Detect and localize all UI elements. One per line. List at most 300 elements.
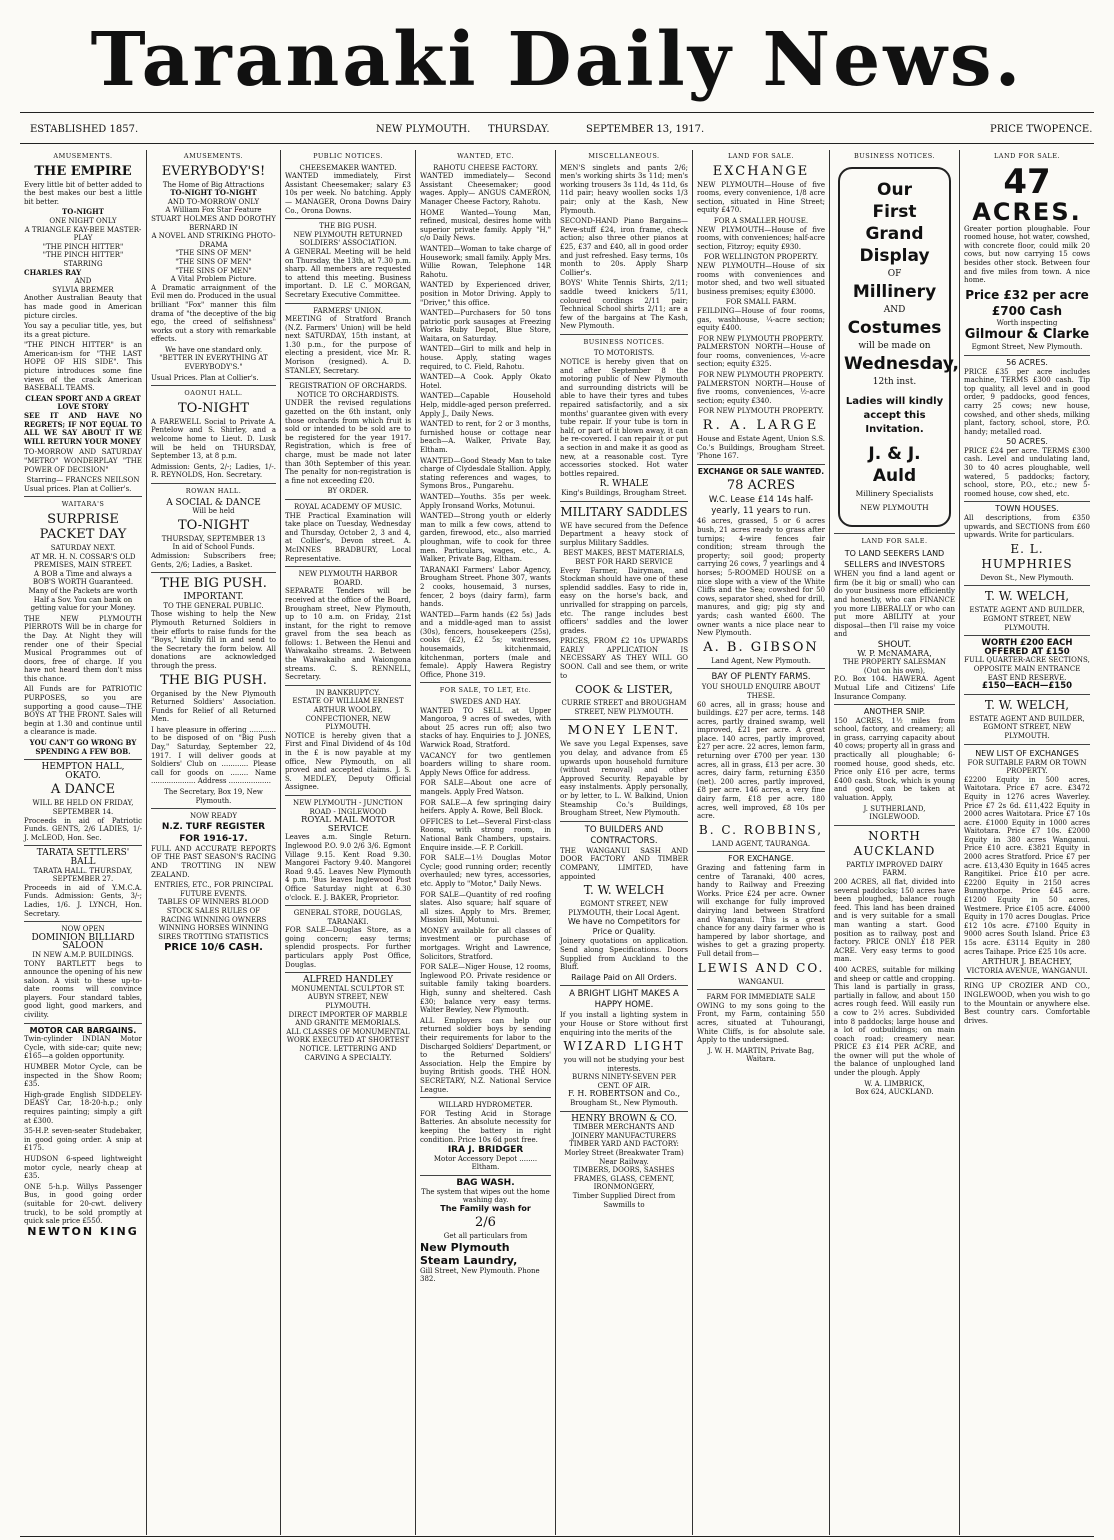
- ad-text: FOR NEW PLYMOUTH PROPERTY.: [698, 407, 824, 416]
- divider: [560, 334, 688, 335]
- ad-text: "THE PINCH HITTER": [42, 242, 124, 251]
- ad-text: Admission: Subscribers free; Gents, 2/6; Ladies, a Basket.: [151, 551, 276, 569]
- ad-title: COOK & LISTER,: [575, 683, 673, 697]
- ad-text: ENTRIES, ETC., FOR PRINCIPAL FUTURE EVENTS.: [154, 881, 273, 898]
- ad-title: R. A. LARGE: [702, 418, 820, 434]
- ad-title: Wednesday,: [844, 353, 959, 374]
- ad-text: The Home of Big Attractions: [162, 180, 265, 189]
- divider: [560, 501, 688, 502]
- ad-text: WANTED—Girl to milk and help in house. Apply, stating wages required, to C. Field, Rahotu.: [420, 345, 551, 371]
- column-header: PUBLIC NOTICES.: [313, 152, 383, 160]
- ad-text: AT MR. H. N. COSSAR'S OLD PREMISES, MAIN STREET.: [30, 552, 136, 570]
- ad-text: BURNS NINETY-SEVEN PER CENT. OF AIR.: [572, 1073, 676, 1090]
- ad-text: ESTATE AGENT AND BUILDER, EGMONT STREET, NEW PLYMOUTH.: [969, 714, 1085, 740]
- divider: [151, 385, 276, 386]
- ad-text: TABLES OF WINNERS BLOOD STOCK SALES RULES OF RACING WINNING OWNERS WINNING HORSES WINNING SIRES TROTTING STATISTICS: [158, 898, 269, 941]
- ad-title: MILITARY SADDLES: [560, 504, 688, 519]
- divider: [285, 685, 411, 686]
- ad-text: Railage Paid on All Orders.: [571, 972, 677, 982]
- ad-text: AND TO-MORROW ONLY: [167, 197, 260, 206]
- ad-text: WANTED—Purchasers for 50 tons patriotic pork sausages at Freezing Works Ruby Depot, Blue Store, Waitara, on Saturday.: [420, 309, 551, 343]
- ad-text: LAND AGENT, TAURANGA.: [711, 839, 811, 848]
- ad-text: Admission: Gents, 2/-; Ladies, 1/-. R. REYNOLDS, Hon. Secretary.: [151, 462, 276, 480]
- column-public-notices: [280, 150, 415, 1535]
- ad-text: MEN'S singlets and pants 2/6; men's working shirts 3s 11d; men's working trousers 3s 11d, 4s 11d, 6s 11d pair; heavy woollen socks 1/3 pair; only at the Kash, New Plymouth.: [560, 163, 688, 215]
- ad-text: Usual prices. Plan at Collier's.: [24, 484, 132, 493]
- ad-text: NOW READY: [190, 812, 237, 821]
- ad-title: T. W. WELCH,: [984, 589, 1070, 604]
- ad-text: Organised by the New Plymouth Returned Soldiers' Association. Funds for Relief of all Returned Men.: [151, 689, 276, 724]
- ad-text: Land Agent, New Plymouth.: [711, 656, 811, 665]
- divider: [697, 989, 825, 990]
- ad-text: ONE NIGHT ONLY: [49, 216, 117, 225]
- ad-text: BY ORDER.: [327, 487, 369, 496]
- ad-text: WANTED—Woman to take charge of Housework; small family. Apply Mrs. Willie Rowan, Telephone 14R Rahotu.: [420, 244, 551, 279]
- bottom-rule: [20, 1536, 1094, 1537]
- ad-title: NEW PLYMOUTH - JUNCTION ROAD - INGLEWOOD: [292, 798, 404, 816]
- dateline-rule: [20, 143, 1094, 144]
- ad-text: You say a peculiar title, yes, but its a great picture.: [24, 322, 142, 339]
- masthead-title: Taranaki Daily News.: [90, 17, 1024, 103]
- ad-title: W. P. McNAMARA,: [857, 648, 932, 658]
- divider: [964, 978, 1090, 979]
- ad-text: A BOB a Time and always a BOB'S WORTH Guaranteed. Many of the Packets are worth Half a Sov. You can bank on getting value for your Money.: [28, 569, 138, 613]
- ad-text: PRICE £35 per acre includes machine, TERMS £300 cash. Tip top quality, all level and in good order, 9 paddocks, good fences, carry 25 cows; new house, cowshed, and other sheds, milking plant, factory, school, store, P.O. handy; metalled road.: [964, 367, 1090, 436]
- price: PRICE TWOPENCE.: [990, 124, 1093, 135]
- ad-text: Box 624, AUCKLAND.: [855, 1088, 934, 1097]
- ad-text: SATURDAY NEXT.: [50, 543, 116, 552]
- ad-title: FARM FOR IMMEDIATE SALE: [706, 993, 816, 1002]
- ad-text: Proceeds in aid of Y.M.C.A. Funds. Admission: Gents, 3/-; Ladies, 1/6. J. LYNCH, Hon. Secretary.: [24, 883, 142, 918]
- ad-title: Display: [859, 245, 930, 266]
- ad-text: will be made on: [858, 340, 931, 351]
- ad-text: TIMBER YARD AND FACTORY: Morley Street (Breakwater Tram) Near Railway.: [564, 1140, 684, 1166]
- column-header: AMUSEMENTS.: [53, 152, 113, 160]
- ad-text: A NOVEL AND STRIKING PHOTO-DRAMA: [151, 232, 276, 249]
- ad-title: ANOTHER SNIP.: [863, 707, 926, 717]
- ad-title: Gilmour & Clarke: [964, 327, 1090, 343]
- ad-title: TO MOTORISTS.: [593, 349, 655, 358]
- ad-text: SECOND-HAND Piano Bargains—Reve-stuff £24, iron frame, check action; also three other pianos at £25, £37 and £40, all in good order and just refreshed. Easy terms, 10s month to 20s. Apply Sharp Collier's.: [560, 217, 688, 277]
- ad-text: MEETING of Stratford Branch (N.Z. Farmers' Union) will be held next SATURDAY, 15th instant, at 1.30 p.m., for the purpose of electing a president, vice Mr. R. Morison (resigned). A. D. STANLEY, Secretary.: [285, 315, 411, 375]
- ad-title: LEWIS AND CO.: [697, 960, 825, 975]
- divider: [24, 1023, 142, 1024]
- ad-text: MONUMENTAL SCULPTOR ST. AUBYN STREET, NEW PLYMOUTH.: [291, 984, 405, 1011]
- ad-text: Leaves a.m. Single Return. Inglewood P.O. 9.0 2/6 3/6. Egmont Village 9.15. Kent Road 9.30. Mangorei Factory 9.40. Mangorei Road 9.45. Leaves New Plymouth 4 p.m. 'Bus leaves Inglewood Post Office Saturday night at 6.30 o'clock. E. J. BAKER, Proprietor.: [285, 833, 411, 902]
- ad-title: NORTH AUCKLAND: [853, 828, 936, 858]
- ad-text: Brougham St., New Plymouth.: [570, 1099, 678, 1108]
- divider: [697, 464, 825, 465]
- ad-text: A Vital Problem Picture.: [170, 275, 257, 284]
- ad-title: SHOUT.: [877, 639, 912, 650]
- divider: [285, 499, 411, 500]
- ad-title: FOR EXCHANGE.: [728, 854, 794, 864]
- ad-title: 78 ACRES: [726, 478, 796, 494]
- divider: [560, 719, 688, 720]
- ad-text: We have no Competitors for Price or Quality.: [567, 917, 681, 937]
- divider: [964, 585, 1090, 586]
- dateline-day: THURSDAY.: [488, 124, 550, 135]
- column-wanted: [415, 150, 555, 1535]
- ad-text: TARATA HALL. THURSDAY, SEPTEMBER 27.: [33, 866, 133, 884]
- divider: [697, 668, 825, 669]
- divider: [964, 744, 1090, 745]
- ad-title: EXCHANGE: [712, 163, 810, 179]
- ad-text: Ladies will kindly accept this Invitation.: [845, 395, 944, 435]
- ad-text: TO-NIGHT TO-NIGHT: [170, 188, 257, 198]
- ad-text: Motor Accessory Depot ........ Eltham.: [433, 1154, 538, 1172]
- ad-title: ROYAL MAIL MOTOR SERVICE: [300, 815, 396, 834]
- divider: [285, 795, 411, 796]
- ad-text: TARANAKI Farmers' Labor Agency, Brougham Street. Phone 307, wants 2 cooks, housemaid, 3 nurses, fencer, 2 boys (dairy farm), farm hands.: [420, 565, 551, 609]
- ad-title: WORTH £200 EACH: [981, 638, 1073, 649]
- ad-text: PALMERSTON NORTH—House of four rooms, conveniences, ½-acre section; equity £325.: [697, 343, 825, 369]
- ad-text: Millinery Specialists: [855, 488, 934, 498]
- ad-title: THE BIG PUSH.: [319, 222, 377, 231]
- ad-text: NEW PLYMOUTH—House of six rooms with conveniences and motor shed, and two well situated business premises; equity £3000.: [697, 261, 825, 296]
- divider: [420, 682, 551, 683]
- ad-text: Get all particulars from: [443, 1232, 528, 1241]
- millinery-display-ad: [838, 167, 959, 527]
- ad-title: R. WHALE: [599, 479, 649, 490]
- ad-title: BAY OF PLENTY FARMS.: [711, 672, 811, 683]
- divider: [420, 1097, 551, 1098]
- ad-title: Costumes: [847, 317, 942, 338]
- ad-text: YOU SHOULD ENQUIRE ABOUT THESE.: [701, 683, 821, 700]
- ad-text: W.C. Lease £14 14s half-yearly, 11 years to run.: [708, 495, 814, 517]
- ad-title: HENRY BROWN & CO.: [571, 1113, 677, 1124]
- ad-text: BEST MAKES, BEST MATERIALS, BEST FOR HARD SERVICE: [563, 549, 685, 566]
- ad-title: DOMINION BILLIARD SALOON: [31, 932, 135, 952]
- ad-text: THE PROPERTY SALESMAN (Out on his own),: [842, 658, 947, 675]
- ad-text: NEW PLYMOUTH—House of five rooms, with conveniences; half-acre section, Fitzroy; equity £930.: [697, 225, 825, 251]
- ad-text: Egmont Street, New Plymouth.: [971, 343, 1083, 352]
- ad-text: WHEN you find a land agent or firm (be it big or small) who can do your business more efficiently and honestly, who can FINANCE you more LIBERALLY or who can put more ABILITY at your disposal—then I'll raise my voice and: [834, 570, 955, 639]
- ad-text: UNDER the revised regulations gazetted on the 6th instant, only those orchards from which fruit is sold or intended to be sold are to be registered for the year 1917. Registration, which is free of charge, must be made not later than 30th September of this year. The penalty for non-registration is a fine not exceeding £20.: [285, 399, 411, 485]
- column-header: LAND FOR SALE.: [727, 152, 795, 160]
- ad-text: BOYS' White Tennis Shirts, 2/11; saddle tweed knickers 5/11, coloured cordings 2/11 pair; Technical School shirts 2/11; are a few of the bargains at The Kash, New Plymouth.: [560, 279, 688, 331]
- ad-text: CURRIE STREET and BROUGHAM STREET, NEW PLYMOUTH.: [561, 699, 687, 716]
- section-header: FOR SALE, TO LET, Etc.: [439, 686, 532, 695]
- ad-text: FULL QUARTER-ACRE SECTIONS, OPPOSITE MAIN ENTRANCE EAST END RESERVE.: [964, 656, 1090, 682]
- ad-text: A TRIANGLE KAY-BEE MASTER-PLAY: [24, 225, 142, 243]
- divider: [964, 635, 1090, 636]
- divider: [964, 501, 1090, 502]
- ad-title: ALFRED HANDLEY: [302, 975, 394, 986]
- ad-text: YOU CAN'T GO WRONG BY SPENDING A FEW BOB.: [29, 738, 137, 756]
- ad-title: NEW PLYMOUTH HARBOR BOARD.: [298, 570, 398, 587]
- ad-text: FOR SUITABLE FARM OR TOWN PROPERTY.: [967, 758, 1087, 776]
- ad-text: WANTED to rent, for 2 or 3 months, furnished house or cottage near beach—A. Walker, Private Bay, Eltham.: [420, 420, 551, 454]
- ad-text: WANTED—Strong youth or elderly man to milk a few cows, attend to garden, firewood, etc., also married ploughman, wife to cook for three men. Particulars, wages, etc., A. Walker, Private Bag, Eltham.: [420, 512, 551, 564]
- divider: [285, 378, 411, 379]
- ad-title: F. H. ROBERTSON and Co.,: [567, 1089, 681, 1099]
- ad-text: FOR SALE—Quantity of red roofing slates. Also square; half square of all sizes. Apply to Mrs. Bremer, Mission Hill, Motunui.: [420, 890, 551, 925]
- ad-title: OFFERED AT £150: [984, 646, 1070, 657]
- ad-text: SYLVIA BREMER: [52, 285, 114, 294]
- ad-title: IRA J. BRIDGER: [447, 1145, 524, 1156]
- ad-text: J. SUTHERLAND,: [863, 804, 926, 813]
- ad-text: A FAREWELL Social to Private A. Pentelow and S. Shirley, and a welcome home to Lieut. D. Lusk will be held on THURSDAY, September 13, at 8 p.m.: [151, 417, 276, 461]
- ad-title: EXCHANGE OR SALE WANTED.: [697, 466, 825, 476]
- ad-text: ONE 5-h.p. Willys Passenger Bus, in good going order (suitable for 20-cwt. delivery truck), to be sold promptly at quick sale price £550.: [24, 1182, 142, 1226]
- ad-text: W. A. LIMBRICK,: [864, 1079, 925, 1088]
- ad-text: FOR NEW PLYMOUTH PROPERTY.: [698, 334, 824, 343]
- ad-text: AND: [883, 304, 906, 315]
- ad-title: ROYAL ACADEMY OF MUSIC.: [294, 502, 402, 511]
- divider: [24, 759, 142, 760]
- ad-text: VACANCY for two gentlemen boarders willing to share room. Apply News Office for address.: [420, 751, 551, 777]
- ad-text: House and Estate Agent, Union S.S. Co.'s Buildings, Brougham Street. 'Phone 167.: [697, 435, 825, 461]
- divider: [151, 483, 276, 484]
- ad-text: CHARLES RAY: [24, 267, 82, 277]
- ad-text: IMPORTANT.: [183, 592, 244, 603]
- ad-title: EVERYBODY'S!: [161, 163, 266, 179]
- divider: [24, 496, 142, 497]
- ad-text: FOR SALE—About one acre of mangels. Apply Fred Watson.: [420, 779, 551, 796]
- ad-title: IN BANKRUPTCY.: [315, 688, 381, 697]
- ad-title: WILLARD HYDROMETER.: [438, 1101, 533, 1110]
- divider: [964, 355, 1090, 356]
- ad-text: Joinery quotations on application. Send along Specifications. Doors Supplied from Auckland to the Bluff.: [560, 937, 688, 972]
- ad-text: P.O. Box 104. HAWERA. Agent Mutual Life and Citizens' Life Insurance Company.: [834, 675, 955, 701]
- ad-title: A BRIGHT LIGHT MAKES A HAPPY HOME.: [569, 989, 679, 1011]
- form-text: I have pleasure in offering ............ to be disposed of on "Big Push Day," Saturday, September 22, 1917. I will deliver goods at Soldiers' Club on ............ Please call for goods on ........ Name .................... Address ...................: [151, 725, 276, 786]
- column-header: WANTED, ETC.: [457, 152, 514, 160]
- ad-title: First: [872, 201, 917, 222]
- ad-title: MONEY LENT.: [567, 723, 681, 738]
- ad-title: 50 ACRES.: [1006, 437, 1048, 447]
- ad-text: FOR SALE—Douglas Store, as a going concern; easy terms; splendid prospects. For further particulars apply Post Office, Douglas.: [285, 926, 411, 969]
- divider: [964, 694, 1090, 695]
- section-header: BUSINESS NOTICES.: [583, 337, 665, 346]
- ad-title: CHEESEMAKER WANTED.: [299, 163, 397, 172]
- ad-title: RAHOTU CHEESE FACTORY.: [433, 163, 538, 172]
- divider: [285, 218, 411, 219]
- ad-text: NEW PLYMOUTH: [860, 502, 929, 512]
- dateline-date: SEPTEMBER 13, 1917.: [586, 124, 705, 135]
- ad-text: FOR SALE—Niger House, 12 rooms, Inglewood P.O. Private residence or suitable family taking boarders. High, sunny and sheltered. Cash £30; balance very easy terms. Walter Bewley, New Plymouth.: [420, 963, 551, 1015]
- ad-text: "THE SINS OF MEN": [175, 249, 252, 258]
- ad-title: A SOCIAL & DANCE: [166, 497, 261, 508]
- ad-text: TO-NIGHT: [62, 207, 104, 217]
- ad-text: you will not be studying your best interests.: [563, 1056, 685, 1073]
- ad-text: All descriptions, from £350 upwards, and SECTIONS from £60 upwards. Write for particulars.: [964, 514, 1090, 540]
- ad-text: IN NEW A.M.P. BUILDINGS.: [32, 950, 134, 959]
- section-header: ROWAN HALL.: [185, 487, 242, 495]
- ad-text: NOW OPEN: [61, 925, 105, 934]
- ad-text: SEE IT AND HAVE NO REGRETS; IF NOT EQUAL TO ALL WE SAY ABOUT IT WE WILL RETURN YOUR MONEY: [24, 411, 142, 446]
- column-header: BUSINESS NOTICES.: [854, 152, 935, 160]
- ad-text: Those wishing to help the New Plymouth Returned Soldiers in their efforts to raise funds for the "Boys," kindly fill in and send to the Secretary the form below. All donations are acknowledged through the press.: [151, 610, 276, 670]
- ad-text: HUMBER Motor Cycle, can be inspected in the Show Room; £35.: [24, 1063, 142, 1089]
- ad-title: NEWTON KING: [27, 1224, 139, 1238]
- ad-text: EGMONT STREET, NEW PLYMOUTH, their Local Agent.: [568, 900, 680, 917]
- ad-text: WILL BE HELD ON FRIDAY, SEPTEMBER 14.: [32, 799, 134, 816]
- ad-text: Devon St., New Plymouth.: [980, 573, 1074, 582]
- ad-text: 60 acres, all in grass; house and buildings. £27 per acre, terms. 148 acres, partly drained swamp, well improved, £21 per acre. A great place. 140 acres, partly improved, £27 per acre. 22 acres, lemon farm, returning over £700 per year. 130 acres, all in grass, £13 per acre. 30 acres, dairy farm, returning £350 (net). 200 acres, partly improved, £8 per acre. 146 acres, a very fine dairy farm, £18 per acre. 180 acres, well improved, £8 10s per acre.: [697, 700, 825, 821]
- dateline: [30, 124, 1094, 138]
- ad-text: TO-MORROW AND SATURDAY "METRO" WONDERPLAY "THE POWER OF DECISION": [24, 448, 142, 474]
- divider: [285, 303, 411, 304]
- ad-text: OWING to my sons going to the Front, my Farm, containing 550 acres, situated at Tuhourangi, White Cliffs, is for absolute sale. Apply to the undersigned.: [697, 1001, 825, 1045]
- ad-title: J. & J. Auld: [868, 443, 921, 486]
- ad-title: WIZARD LIGHT: [563, 1039, 685, 1054]
- ad-text: Timber Supplied Direct from Sawmills to: [572, 1192, 676, 1209]
- ad-title: NEW LIST OF EXCHANGES: [975, 748, 1079, 758]
- ad-text: WANTED TO SELL at Upper Mangoroa, 9 acres of swedes, with about 25 acres run off; also two stacks of hay. Enquiries to J. JONES, Warwick Road, Stratford.: [420, 706, 551, 749]
- ad-text: 200 ACRES, all flat, divided into several paddocks; 150 acres have been ploughed, balance rough feed. This land has been drained and is very suitable for a small man wanting a start. Good position as to railway, post and factory. PRICE ONLY £18 PER ACRE. Very easy terms to good man.: [834, 878, 955, 964]
- ad-text: Starring— FRANCES NEILSON: [26, 476, 140, 485]
- ad-text: WANTED immediately— Second Assistant Cheesemaker; good wages. Apply— ANGUS CAMERON, Manager Cheese Factory, Rahotu.: [420, 172, 551, 206]
- ad-text: Every Farmer, Dairyman, and Stockman should have one of these splendid saddles. Easy to ride in, easy on the horse's back, and unrivalled for strapping on parcels, etc. The range includes best officers' saddles and the lower grades.: [560, 566, 688, 635]
- ad-text: TO THE GENERAL PUBLIC.: [163, 601, 264, 610]
- divider: [834, 704, 955, 705]
- ad-text: Every little bit of better added to the best makes our best a little bit better.: [24, 180, 142, 206]
- ad-text: PRICE £24 per acre. TERMS £300 cash. Level and undulating land, 30 to 40 acres ploughable, well watered, 5 paddocks; factory, school, store, P.O., etc.; new 5-roomed house, cow shed, etc.: [964, 446, 1090, 498]
- ad-text: WANTED by Experienced driver, position in Motor Driving. Apply to "Driver," this office.: [420, 281, 551, 307]
- ad-text: We have one standard only. "BETTER IN EVERYTHING AT EVERYBODY'S.": [159, 345, 268, 372]
- column-amusements-empire: [20, 150, 146, 1535]
- ad-title: SURPRISE PACKET DAY: [39, 511, 127, 542]
- section-header: OAONUI HALL.: [184, 389, 243, 398]
- ad-text: ESTATE AGENT AND BUILDER, EGMONT STREET, NEW PLYMOUTH.: [969, 606, 1085, 632]
- ad-text: ESTATE OF WILLIAM ERNEST ARTHUR WOOLBY, CONFECTIONER, NEW PLYMOUTH.: [292, 697, 404, 732]
- ad-text: FOR Testing Acid in Storage Batteries. An absolute necessity for keeping the battery in right condition. Price 10s 6d post free.: [420, 1109, 551, 1144]
- ad-title: TO LAND SEEKERS LAND SELLERS and INVESTORS: [844, 549, 945, 570]
- divider: [834, 533, 955, 534]
- ad-text: Greater portion ploughable. Four roomed house, hot water, cowshed, with concrete floor, could milk 20 cows, but now carrying 15 cows besides other stock. Between four and five miles from town. A nice home.: [964, 224, 1090, 285]
- divider: [697, 851, 825, 852]
- ad-price: 2/6: [475, 1215, 496, 1231]
- ad-text: "THE SINS OF MEN": [175, 266, 252, 275]
- ad-text: STUART HOLMES AND DOROTHY BERNARD IN: [151, 214, 276, 232]
- divider: [560, 1111, 688, 1112]
- ad-text: Worth inspecting: [996, 318, 1058, 327]
- ad-text: 12th inst.: [872, 376, 917, 387]
- ad-text: WANTED—Farm hands (£2 5s) Jads and a middle-aged man to assist (30s), fencers, housekeepers (25s), cooks (£2), £2 5s; waitresses, housemaids, kitchenmaid, kitchenman, porters (male and female). Apply Hawera Registry Office, Phone 319.: [420, 610, 551, 679]
- ad-title: FARMERS' UNION.: [313, 306, 383, 315]
- ad-text: RING UP CROZIER AND CO., INGLEWOOD, when you wish to go to the Mountain or anywhere else. Best country cars. Comfortable drives.: [964, 982, 1090, 1025]
- ad-text: A GENERAL Meeting will be held on Thursday, the 13th, at 7.30 p.m. sharp. All members are requested to attend this meeting. Business important. D. LE C. MORGAN, Secretary Executive Committee.: [285, 247, 411, 299]
- section-header: LAND FOR SALE.: [861, 536, 928, 545]
- ad-text: FULL AND ACCURATE REPORTS OF THE PAST SEASON'S RACING AND TROTTING IN NEW ZEALAND.: [151, 844, 276, 879]
- ad-text: STARRING: [63, 259, 103, 268]
- ad-text: The system that wipes out the home washing day.: [421, 1187, 550, 1205]
- ad-text: AND: [74, 277, 92, 286]
- ad-title: TARATA SETTLERS' BALL: [36, 848, 130, 867]
- divider: [834, 825, 955, 826]
- ad-title: ACRES.: [972, 197, 1082, 226]
- ad-text: NOTICE is hereby given that a First and Final Dividend of 4s 10d in the £ is now payable at my office, New Plymouth, on all proved and accepted claims. J. S. S. MEDLEY, Deputy Official Assignee.: [285, 731, 411, 792]
- ad-title: Our: [877, 179, 912, 200]
- ad-text: THURSDAY, SEPTEMBER 13: [161, 534, 266, 543]
- column-land-for-sale: [692, 150, 829, 1535]
- ad-price: Price £32 per acre: [965, 287, 1089, 302]
- ad-text: A William Fox Star Feature: [165, 206, 262, 215]
- ad-text: FOR SALE—1½ Douglas Motor Cycle; good running order; recently overhauled; new tyres, accessories, etc. Apply to "Motor," Daily News.: [420, 854, 551, 888]
- ad-text: OF: [887, 268, 902, 279]
- column-miscellaneous: [555, 150, 692, 1535]
- ad-text: 35-H.P. seven-seater Studebaker, in good going order. A snip at £175.: [24, 1127, 142, 1153]
- ad-text: WANTED immediately, First Assistant Cheesemaker; salary £3 10s per week. No batching. Apply— MANAGER, Orona Downs Dairy Co., Orona Downs.: [285, 172, 411, 215]
- ad-text: Usual Prices. Plan at Collier's.: [151, 373, 259, 382]
- divider: [24, 921, 142, 922]
- ad-text: WANTED—Capable Household Help, middle-aged person preferred. Apply J., Daily News.: [420, 392, 551, 418]
- ad-text: HOME Wanted—Young Man, refined, musical, desires home with superior private family. Apply "H," c/o Daily News.: [420, 208, 551, 243]
- section-header: WAITARA'S: [61, 500, 105, 509]
- ad-text: WANGANUI.: [738, 977, 784, 986]
- ad-text: Grazing and fattening farm in centre of Taranaki, 400 acres, handy to Railway and Freezing Works. Price £24 per acre. Owner will exchange for fully improved dairying land between Stratford and Wanganui. This is a great chance for any dairy farmer who is hampered by labor shortage, and wishes to get a grazing property. Full detail from—: [697, 864, 825, 958]
- ad-title: 56 ACRES.: [1006, 357, 1048, 367]
- ad-text: VICTORIA AVENUE, WANGANUI.: [966, 966, 1088, 975]
- ad-text: TONY BARTLETT begs to announce the opening of his new saloon. A visit to these up-to-date rooms will convince players. Four standard tables, good light, good markers, and civility.: [24, 959, 142, 1020]
- divider: [24, 845, 142, 846]
- ad-text: ALL CLASSES OF MONUMENTAL WORK EXECUTED AT SHORTEST NOTICE. LETTERING AND CARVING A SPECIALTY.: [286, 1027, 410, 1062]
- ad-text: 150 ACRES, 1½ miles from school, factory, and creamery; all in grass, carrying capacity about 40 cows; property all in grass and practically all ploughable; 6-roomed house, good sheds, etc. Price only £16 per acre, terms £400 cash. Stock, which is young and good, can be taken at valuation. Apply,: [834, 716, 955, 803]
- ad-text: Gill Street, New Plymouth. Phone 382.: [420, 1266, 540, 1284]
- ad-title: T. W. WELCH: [583, 883, 665, 898]
- ad-title: TOWN HOUSES.: [995, 504, 1059, 514]
- ad-text: The Family wash for: [440, 1203, 531, 1213]
- ad-text: FOR NEW PLYMOUTH PROPERTY.: [698, 371, 824, 380]
- ad-text: MONEY available for all classes of investment or purchase of mortgages. Wright and Lawrence, Solicitors, Stratford.: [420, 926, 551, 961]
- ad-text: TIMBER MERCHANTS AND JOINERY MANUFACTURERS: [571, 1123, 677, 1140]
- ad-title: 47: [1003, 161, 1051, 202]
- ad-text: INGLEWOOD.: [869, 813, 920, 822]
- ad-text: WE have secured from the Defence Department a heavy stock of surplus Military Saddles.: [560, 521, 688, 547]
- ad-title: A. B. GIBSON: [703, 639, 819, 655]
- masthead-rule: [20, 112, 1094, 113]
- ad-title: T. W. WELCH,: [984, 697, 1070, 712]
- column-land-for-sale-2: [959, 150, 1094, 1535]
- ad-title: GENERAL STORE, DOUGLAS, TARANAKI.: [293, 909, 403, 926]
- ad-text: FOR A SMALLER HOUSE.: [713, 216, 809, 225]
- ad-text: FEILDING—House of four rooms, gas, washhouse, ¼-acre section; equity £400.: [697, 306, 825, 333]
- ad-text: NOTICE TO ORCHARDISTS.: [296, 390, 400, 399]
- divider: [285, 566, 411, 567]
- column-header: AMUSEMENTS.: [183, 152, 244, 160]
- column-header: LAND FOR SALE.: [993, 152, 1061, 160]
- ad-text: "THE SINS OF MEN": [175, 257, 252, 266]
- ad-text: FOR SMALL FARM.: [725, 298, 797, 307]
- ad-text: Twin-cylinder INDIAN Motor Cycle, with side-car; quite new; £165—a golden opportunity.: [24, 1035, 142, 1061]
- ad-text: "THE PINCH HITTER" is an American-ism for "THE LAST HOPE OF HIS SIDE". This picture introduces some fine views of the crack American BASEBALL TEAMS.: [24, 341, 142, 393]
- ad-title: BAG WASH.: [456, 1177, 515, 1188]
- ad-text: FOR WELLINGTON PROPERTY.: [703, 253, 819, 262]
- ad-text: HUDSON 6-speed lightweight motor cycle, nearly cheap at £35.: [24, 1154, 142, 1181]
- ad-text: PALMERSTON NORTH—House of five rooms, conveniences, ½-acre section; equity £340.: [697, 379, 825, 405]
- ad-title: SWEDES AND HAY.: [450, 698, 521, 707]
- ad-title: E. L. HUMPHRIES: [981, 541, 1073, 571]
- column-business-notices: [829, 150, 959, 1535]
- ad-title: N.Z. TURF REGISTER FOR 1916-17.: [161, 821, 266, 844]
- ad-text: "THE PINCH HITTER": [42, 251, 124, 260]
- ad-text: High-grade English SIDDELEY-DEASY Car, 18-20-h.p.; only requires painting; simply a gift at £300.: [24, 1090, 142, 1125]
- ad-text: 46 acres, grassed, 5 or 6 acres bush, 21 acres ready to grass after turnips; 4-wire fences fair condition; stream through the property; soil good; property carrying 26 cows, 7 yearlings and 4 horses; 5-ROOMED HOUSE on a nice slope with a view of the White Cliffs and the Sea; cowshed for 50 cows, separator shed, shed for drill, manures, and gig; pig sty and yards; cash wanted £600. The owner wants a nice place near to New Plymouth.: [697, 517, 825, 638]
- ad-text: THE Practical Examination will take place on Tuesday, Wednesday and Thursday, October 2, 3 and 4, at Collier's, Devon street. A. McINNES BRADBURY, Local Representative.: [285, 511, 411, 563]
- ad-text: ALL Employers can help our returned soldier boys by sending their requirements for labor to the Discharged Soldiers' Department, or to the Returned Soldiers' Association. Help the Empire by buying British goods. THE HON. SECRETARY, N.Z. National Service League.: [420, 1016, 551, 1094]
- ad-text: NEW PLYMOUTH—House of five rooms, every convenience, 1/8 acre section, situated in Hine Street; equity £470.: [697, 180, 825, 215]
- ad-text: 400 ACRES, suitable for milking and sheep or cattle and cropping. This land is partially in grass, partially in fallow, and about 150 acres rough feed. Will easily run a cow to 2½ acres. Subdivided into 8 paddocks; large house and a lot of outbuildings; on main coach road; creamery near. PRICE £3 £14 PER ACRE, and the owner will put the whole of the balance of unploughed land under the plough. Apply: [834, 965, 955, 1078]
- divider: [560, 821, 688, 822]
- ad-text: WANTED—Good Steady Man to take charge of Clydesdale Stallion. Apply, stating references and wages, to Symons Bros., Pungarehu.: [420, 456, 551, 491]
- ad-title: B. C. ROBBINS,: [698, 822, 824, 837]
- ad-text: Another Australian Beauty that has made good in American picture circles.: [24, 294, 142, 320]
- ad-title: Grand: [865, 223, 924, 244]
- column-amusements-everybodys: [146, 150, 280, 1535]
- ad-text: TIMBERS, DOORS, SASHES FRAMES, GLASS, CEMENT, IRONMONGERY,: [573, 1166, 675, 1192]
